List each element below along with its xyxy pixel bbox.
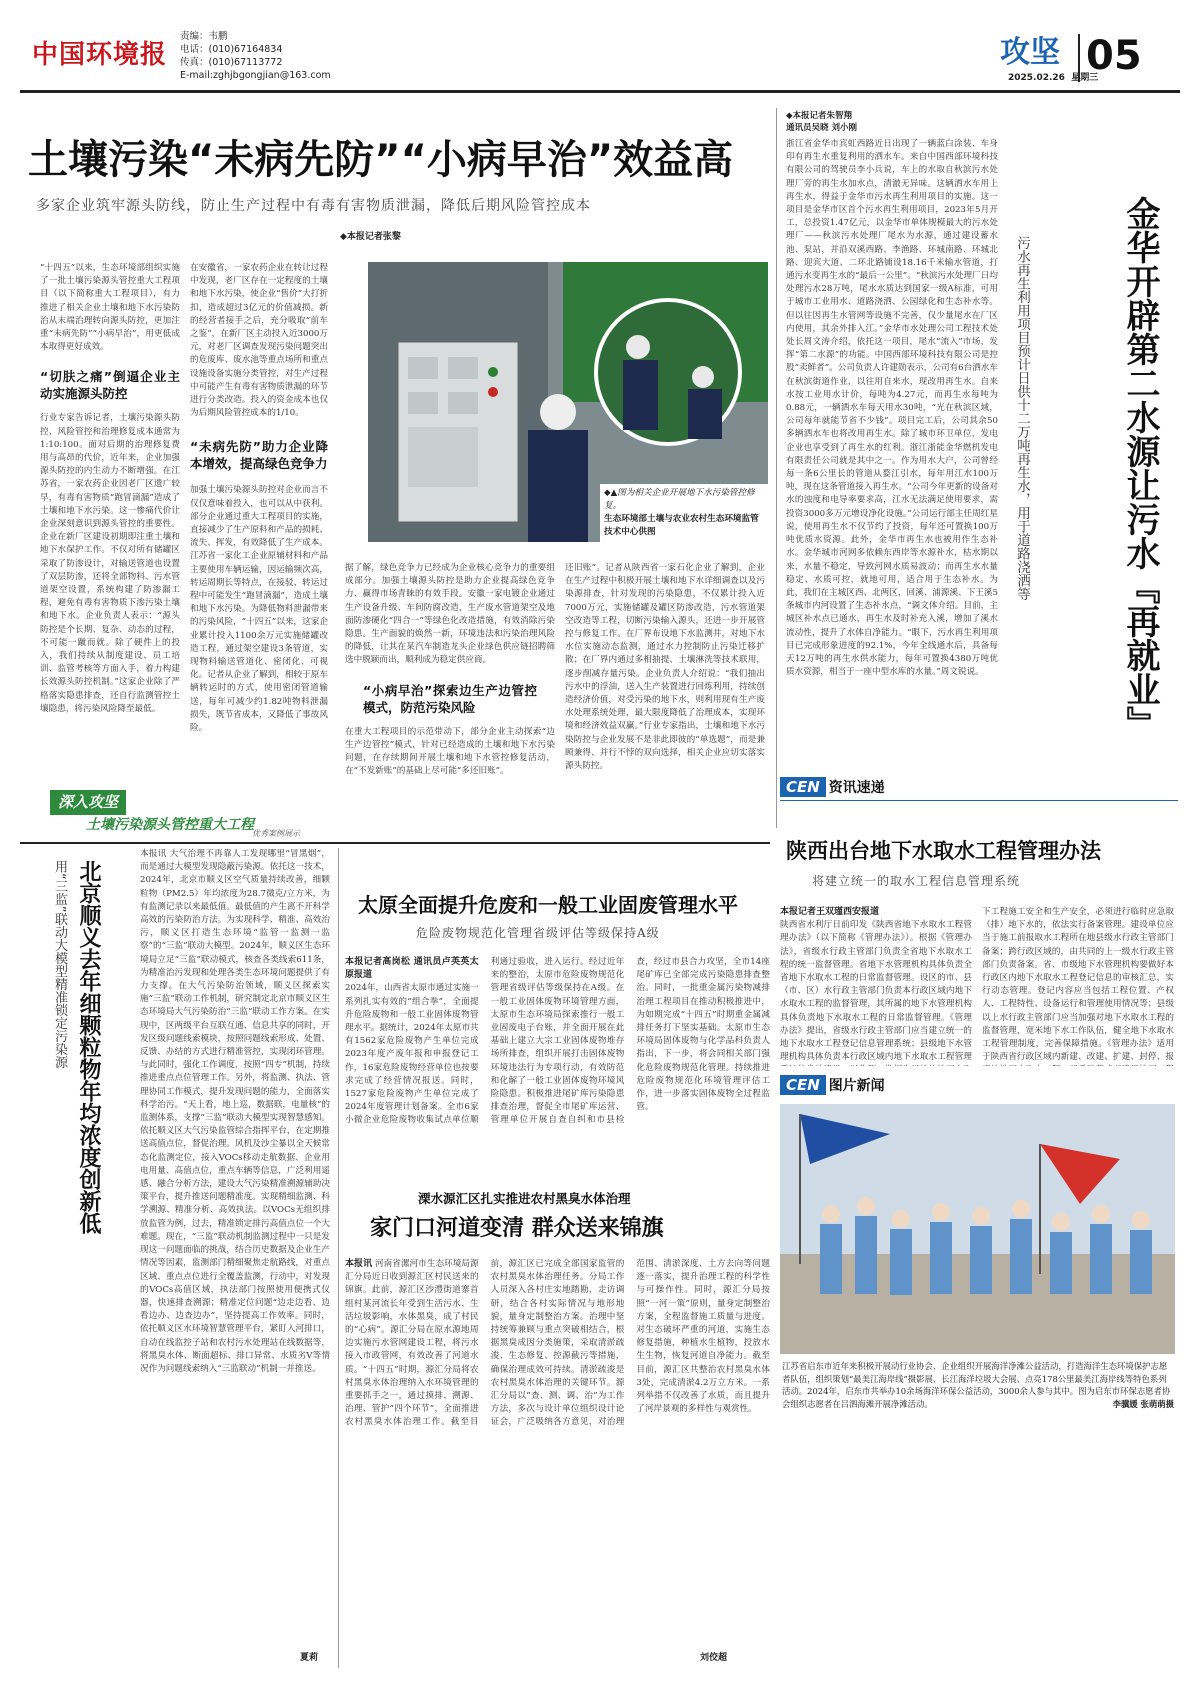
photo-news-caption xyxy=(782,1360,1174,1442)
lead-intro: “十四五”以来，生态环境部组织实施了一批土壤污染源头管控重大工程项目（以下简称重大工程项目），有力推进了相关企业土壤和地下水污染防治从末端治理转向源头防控，更加注重“未病先防”“小病早治”，用更低成本取得更好成效。 xyxy=(40,263,180,353)
beijing-column-1 xyxy=(140,848,330,1646)
jinhua-byline-reporter: ◆本报记者朱智翔 xyxy=(786,111,853,121)
lead-col2b-body: 加强土壤污染源头防控对企业而言不仅仅意味着投入，也可以从中获利。部分企业通过重大工程项目的实施，直接减少了生产原料和产品的损耗、流失、挥发，有效降低了生产成本。江苏省一家化工企业原辅材料和产品主要使用车辆运输，因运输频次高，转运周期长等特点，在接驳、转运过程中可能发生“跑冒滴漏”，造成土壤和地下水污染。为降低物料泄漏带来的污染风险，“十四五”以来，这家企业累计投入1100余万元实施储罐改造工程，通过架空建设3条管道，实现物料输送管道化、密闭化、可视化。记者从企业了解到，相较于原车辆转运时的方式，使用密闭管道输送，每年可减少约1.82吨物料泄漏损失，既节省成本，又降低了事故风险。 xyxy=(190,485,328,734)
editor-phone: 电话：(010)67164834 xyxy=(180,44,283,55)
editor-name: 责编：韦鹏 xyxy=(180,31,228,42)
lead-col3b-body: 在重大工程项目的示范带动下，部分企业主动探索“边生产边管控”模式，针对已经造成的土壤和地下水污染问题，在存续期间开展土壤和地下水管控修复活动，在“不发新账”的基础上尽可能“多还旧账”。 xyxy=(345,726,555,777)
beijing-subtitle: 用“三监”联动大模型精准锁定污染源 xyxy=(52,860,67,1069)
lead-col3-body: 据了解，绿色竞争力已经成为企业核心竞争力的重要组成部分。加强土壤源头防控是助力企业提高绿色竞争力、赢得市场青睐的有效手段。安徽一家电镀企业通过生产设备升级、车间防腐改造，生产废水管道架空及地面防渗硬化“四合一”等绿色化改造措施，有效消除污染隐患。生产面貌的焕然一新，环境违法和污染治理风险的降低，让其在某汽车制造龙头企业绿色供应链招聘筛选中脱颖而出，顺利成为稳定供应商。 xyxy=(345,563,555,666)
column-rule-right xyxy=(776,108,777,828)
beijing-title: 北京顺义去年细颗粒物年均浓度创新低 xyxy=(76,860,101,1234)
lead-col1-body: 行业专家告诉记者，土壤污染源头防控、风险管控和治理修复成本通常为1:10:100。面对后期的治理修复费用与高昂的代价，近年来，企业加强源头防控的内生动力不断增强。在江苏省，一家农药企业因老厂区遗广较早，有毒有害物质“跑冒滴漏”造成了土壤和地下水污染。这一惨痛代价让企业深刻意识到源头管控的重要性。企业在新厂区建设初期即注重土壤和地下水保护工作。不仅对所有储罐区采取了防渗设计，对输送管道也设置了双层防渗，还将全部物料、污水管道架空设置，系统构建了防渗漏工程，避免有毒有害物质下渗污染土壤和地下水。企业负责人表示：“源头防控是个长期、复杂、动态的过程，不可能一蹴而就。除了硬件上的投入，我们持续从制度建设、员工培训、监管考核等方面入手，着力构建长效源头防控机制。”这家企业除了严格落实隐患排查，还自行监测管控土壤隐患，将污染风险降至最低。 xyxy=(40,413,180,714)
banner-subtitle: 土壤污染源头管控重大工程 xyxy=(86,816,254,833)
shaanxi-title: 陕西出台地下水取水工程管理办法 xyxy=(786,839,1101,863)
photo-news-image xyxy=(780,1104,1175,1354)
taiyuan-byline: 本报记者高岗松 通讯员卢英英太原报道 xyxy=(345,957,479,981)
header-rule xyxy=(20,90,1180,93)
news-ribbon-rule xyxy=(780,800,1178,801)
banner-tail: 优秀案例展示 xyxy=(252,829,300,838)
section-title: 攻坚 xyxy=(1000,35,1060,70)
jinhua-body xyxy=(786,138,998,750)
news-tag-text: 资讯速递 xyxy=(828,780,885,796)
taiyuan-subtitle: 危险废物规范化管理省级评估等级保持A级 xyxy=(416,926,660,940)
beijing-body-text: 本报讯 大气治理不再靠人工发现哪里“冒黑烟”，而是通过大模型发现隐蔽污染源。依托这一技术，2024年，北京市顺义区空气质量持续改善，细颗粒物（PM2.5）年均浓度为28.7微克/立方米，为有监测记录以来最低值。最低值的产生离不开科学高效的污染防治方法。为实现科学、精准、高效治污，顺义区打造生态环境“监管一监测一监察”的“三监”联动大模型。2024年，顺义区生态环境局立足“三监”联动模式，核查各类线索611条，为精准治污发现和处理各类生态环境问题提供了有力支撑。在大气污染防治领域，顺义区探索实施“三监”联动工作机制，研究制定北京市顺义区生态环境局大气污染防治“三监”联动工作方案。在实现中，区两级平台互联互通、信息共享的同时，开发区级问题线索模块，按照问题线索形成、处置、反馈、办结的方式进行精准管控，实现闭环管理。与此同时，强化工作调度，按照“四专”机制，持续推进重点点位管理工作。另外，将监测、执法、管理协同工作模式，提升发现问题的能力，全面落实科学治污。“天上看，地上巡，数据联，电量核”的监测体系，支撑“三监”联动大模型实现智慧感知。依托顺义区大气污染监管综合指挥平台，在定期推送高值点位，督促治理。风机及沙尘暴以全天候常态化监测定位，接入VOCs移动走航数据、企业用电用量、高值点位，重点车辆等信息，广泛利用遥感、融合分析方法，建设大气污染精准溯源辅助决策平台，提升推送问题精准度。实现精细监测、科学溯源、精准分析、高效执法。以VOCs无组织排放监管为例，过去，精准锁定排污高值点位一个大难题。现在，“三监”联动机制监测过程中一只是发现这一问题面临的挑战，结合历史数据及企业生产情况等因素，监测部门精细聚焦走航路线，对重点区域、重点点位进行全覆盖监测，行动中，对发现的VOCs高值区域，执法部门按照使用便携式仪器，快速排查溯源；精准定位问题“边走边看、边看边办、边查边办”，坚持提高工作效率。同时，依托顺义区水环境智慧管理平台，紧盯入河排口，自动在线监控子站和农村污水处理站在线数据等，将黑臭水体、断面超标、排口异常、水质劣V等情况作为问题线索纳入“三监联动”机制一并推送。 xyxy=(140,849,330,1374)
photo-news-tag: CEN xyxy=(780,1075,826,1095)
shaanxi-col1-text: 陕西省水利厅日前印发《陕西省地下水取水工程管理办法》（以下简称《管理办法》）。根据《管理办法》，省级水行政主管部门负责全省地下水取水工程的统一监督管理。省地下水管理机构具体负责全省地下水取水工程的日常监督管理。设区的市、县（市、区）水行政主管部门负责本行政区域内地下水取水工程的监督管理，其所属的地下水管理机构具体负责地下水取水工程的日常监督管理。《管理办法》提出，省级水行政主管部门应当建立统一的地下水取水工程登记信息管理系统；县级地下水管理机构具体负责本行政区域内地下水取水工程管理 xyxy=(780,920,972,1063)
lead-column-3 xyxy=(345,562,555,824)
lead-column-4 xyxy=(565,562,765,824)
lead-col2-body: 在安徽省，一家农药企业在转让过程中发现，老厂区存在一定程度的土壤和地下水污染，使企业“售价”大打折扣，造成超过3亿元的价值减损。新的经营者接手之后，充分吸取“前车之鉴”，在新厂区主动投入近3000万元，对老厂区调查发现污染问题突出的危废库、废水池等重点场所和重点设施设备实施分类管控，对生产过程中可能产生有毒有害物质泄漏的环节进行分类改造。投入的资金成本也仅为后期风险管控成本的1/10。 xyxy=(190,263,328,419)
column-rule-lower xyxy=(338,848,339,1668)
shaanxi-byline: 本报记者王双瑾西安报道 xyxy=(780,907,880,917)
weekday: 星期三 xyxy=(1071,73,1099,83)
liyang-title: 家门口河道变清 群众送来锦旗 xyxy=(370,1216,664,1241)
taiyuan-title: 太原全面提升危废和一般工业固废管理水平 xyxy=(358,893,738,917)
lead-photo-caption-text: ◆▲图为相关企业开展地下水污染管控修复。 xyxy=(604,488,755,511)
newspaper-logo: 中国环境报 xyxy=(32,40,168,70)
shaanxi-col2-text: 下工程施工安全和生产安全，必须进行临时应急取（排）地下水的，依法实行备案管理。建设单位应当于施工前报取水工程所在地县级水行政主管部门备案；跨行政区域的，由共同的上一级水行政主管部门负责备案。省、市级地下水管理机构要做好本行政区内地下水取水工程登记信息的审核汇总，实行动态管理。登记内容应当包括工程位置、产权人、工程特性、设备运行和管理使用情况等；县级以上水行政主管部门应当加强对地下水取水工程的监督管理，宽米地下水工作队伍，健全地下水取水工程管理制度，完善保障措施。《管理办法》适用于陕西省行政区域内新建、改建、扩建、封停、报 xyxy=(982,907,1174,1063)
liyang-byline-end: 刘佼超 xyxy=(700,1653,728,1663)
beijing-byline-end: 夏莉 xyxy=(300,1653,319,1663)
lead-title: 土壤污染“未病先防”“小病早治”效益高 xyxy=(28,137,734,183)
jinhua-subtitle: 污水再生利用项目预计日供十二万吨再生水，用于道路浇洒等 xyxy=(1014,236,1030,601)
photo-news-ribbon xyxy=(780,1074,1180,1096)
shaanxi-subtitle: 将建立统一的取水工程信息管理系统 xyxy=(812,874,1021,888)
photo-news-caption-text: 江苏省启东市近年来积极开展动行业协会、企业组织开展海洋净滩公益活动，打造海洋生态环境保护志愿者队伍，组织策划“最美江海岸线”摄影展、长江海洋垃圾大会展、点亮178公里最美江海岸线等特色系列活动。2024年，启东市共举办10余场海洋环保公益活动，3000余人参与其中。图为启东市环保志愿者协会组织志愿者在吕泗海滩开展净滩活动。 xyxy=(782,1361,1171,1409)
lead-byline: ◆本报记者张黎 xyxy=(340,232,401,242)
lead-col4-body: 还旧账”。记者从陕西省一家石化企业了解到，企业在生产过程中积极开展土壤和地下水详细调查以及污染源排查，针对发现的污染隐患，不仅累计投入近7000万元，实施储罐及罐区防渗改造，污水管道架空改造等工程，切断污染输入源头，还进一步开展管控与修复工作。在厂界布设地下水监测井，对地下水水位实施动态监测，通过水力控制防止污染迁移扩散；在厂界内通过多相抽提、土壤淋洗等技术联用，逐步削减存量污染。企业负责人介绍说：“我们抽出污水中的浮油，送入生产装置进行回炼利用，持续创造经济价值，对受污染的地下水，则利用现有生产废水处理系统处理，最大限度降低了治理成本，实现环境和经济效益双赢。”行业专家指出，土壤和地下水污染防控与企业发展不是非此即彼的“单选题”，而是兼顾兼得、并行不悖的双向选择，相关企业应切实落实源头防控。 xyxy=(565,563,765,772)
jinhua-body-text: 浙江省金华市宾虹西路近日出现了一辆蓝白涂装、车身印有再生水重复利用的洒水车。来自中国西部环境科技有限公司的驾驶员李小兵说，车上的水取自秋滨污水处理厂旁的再生水加水点，清澈无异味。这辆洒水车用上再生水，得益于金华市污水再生利用项目的实施。这一项目是金华市区首个污水再生利用项目，2023年5月开工，总投资1.47亿元，以金华市单体规模最大的污水处理厂——秋滨污水处理厂尾水为水源，通过建设蓄水池、泵站，并沿双溪西路、李渔路、环城南路、环城北路、迎宾大道、二环北路铺设18.16千米输水管道，打通污水变再生水的“最后一公里”。“秋滨污水处理厂日均处理污水28万吨，尾水水质达到国家一级A标准，可用于城市工业用水、道路浇洒、公园绿化和生态补水等。但以往因再生水管网等设施不完善，仅少量尾水在厂区内使用，其余外排入江。”金华市水处理公司工程技术处处长周文涛介绍，依托这一项目，尾水“流入”市场，发挥“第二水源”的功能。中国西部环境科技有限公司是控股“卖鲜者”。公司负责人许建勋表示，公司有6台洒水车在秋滨街道作业，以往用自来水，现改用再生水。自来水按工业用水计价，每吨为4.27元，而再生水每吨为0.88元，一辆洒水车每天用水30吨，“光在秋滨区域，公司每年就能节省不少钱”。项目完工后，公司其余50多辆洒水车也将改用再生水。除了城市环卫单位，发电企业也享受到了再生水的红利。浙江浙能金华燃机发电有限责任公司就是其中之一。作为用水大户，公司曾经每一条6公里长的管道从婺江引水，每年用江水100万吨，现在这条管道接入再生水。“公司今年更新的设备对水的浊度和电导率要求高，江水无法满足使用要求，需投资3000多万元增设净化设施。”公司运行部主任周红星说，使用再生水不仅节约了投资，每年还可置换100万吨优质水资源。此外，金华市再生水也被用作生态补水。金华城市河网多依赖东西岸等水源补水，枯水期以来，水量不稳定，导致河网水质易波动；而再生水水量稳定、水质可控，就地可用，适合用于生态补水。为此，我们在主城区西、北两区，回溪、浦源溪、下王溪5条城市内河设置了生态补水点，“调文体介绍。目前，主城区补水点已通水，再生水及时补充入溪，增加了溪水流动性，提升了水体自净能力。“眼下，污水再生利用项目已完成形象进度的92.1%，今年全线通水后，具备每天12万吨的再生水供水能力，每年可置换4380万吨优质水资源，相当于一座中型水库的水量。”周文锐说。 xyxy=(786,139,998,678)
issue-date xyxy=(1008,72,1098,85)
lead-photo-credit: 生态环境部土壤与农业农村生态环境监管技术中心供图 xyxy=(604,514,759,537)
taiyuan-body-text: 2024年，山西省太原市通过实施一系列扎实有效的“组合拳”，全面提升危险废物和一般工业固体废物管理水平。据统计，2024年太原市共有1562家危险废物产生单位完成2023年度产废年报和申报登记工作，16家危险废物经营单位也按要求完成了经营情况报送。同时，1527家危险废物产生单位完成了2024年度管理计划备案。全市6家小微企业危险废物收集试点单位顺利通过验收，进入运行。经过近年来的整治，太原市危险废物规范化管理省级评估等级保持在A级。在一般工业固体废物环境管理方面，太原市生态环境局探索推行一般工业固废电子台账，并全面开展在此基础上建立大宗工业固体废物堆存场所排查，组织开展打击固体废物环境违法行为专项行动，有效防范和化解了一般工业固体废物环境风险隐患。积极推进尾矿库污染隐患排查治理，督促全市尾矿库运营、管理单位开展自查自纠和市县检查，经过市县合力攻坚，全市14座尾矿库已全部完成污染隐患排查整治。同时，一批重金属污染物减排治理工程项目在推动积极推进中，为如期完成“十四五”时期重金属减排任务打下坚实基础。太原市生态环境局固体废物与化学品科负责人指出，下一步，将会同相关部门强化危险废物规范化管理。持续推进危险废物规范化环境管理评估工作，进一步落实固体废物全过程监管。 xyxy=(345,957,770,1126)
photo-news-illustration xyxy=(780,1104,1175,1354)
banner-title: 深入攻坚 xyxy=(50,790,126,815)
news-tag: CEN xyxy=(780,777,826,797)
lead-subtitle: 多家企业筑牢源头防线，防止生产过程中有毒有害物质泄漏，降低后期风险管控成本 xyxy=(36,198,591,214)
lead-heading-c: “小病早治”探索边生产边管控模式，防范污染风险 xyxy=(363,682,537,715)
liyang-byline: 本报讯 xyxy=(345,1259,373,1269)
editor-email[interactable]: E-mail:zghjbgongjian@163.com xyxy=(180,70,331,81)
shaanxi-column-1 xyxy=(780,906,972,1066)
lead-photo-caption xyxy=(600,484,768,542)
jinhua-byline xyxy=(786,110,857,134)
jinhua-title: 金华开辟第二水源让污水『再就业』 xyxy=(1120,196,1160,740)
liyang-body xyxy=(345,1258,770,1650)
series-banner xyxy=(50,790,300,838)
liyang-body-text: 河南省漯河市生态环境局源汇分局近日收到源汇区村民送来的锦旗。此前，源汇区沙澧街道寨首组村某河流长年受到生活污水、生活垃圾影响，水体黑臭，成了村民的“心病”。源汇分局在原水源地周边实施污水管网建设工程，将污水接入市政管网，有效改善了河道水质。“十四五”时期，源汇分局将农村黑臭水体治理纳入水环境管理的重要抓手之一，通过摸排、溯源、治理、管护“四个环节”，全面推进农村黑臭水体治理工作。截至目前，源汇区已完成全部国家监管的农村黑臭水体治理任务。分局工作人员深入各村庄实地踏勘，走访调研，结合各村实际情况与地形地貌，量身定制整治方案。治理中坚持统筹兼顾与重点突破相结合，根据黑臭成因分类施策，采取清淤疏浚、生态修复、控源截污等措施，确保治理成效可持续。清淤疏浚是农村黑臭水体治理的关键环节。源汇分局以“查、测、调、治”为工作方法，多次与设计单位组织设计论证会，广泛吸纳各方意见，对治理范围、清淤深度、土方去向等问题逐一落实，提升治理工程的科学性与可操作性。同时，源汇分局按照“一河一策”原则，量身定制整治方案，全程监督施工质量与进度。对生态破坏严重的河道，实施生态修复措施，种植水生植物，投放水生生物，恢复河道自净能力。截至目前，源汇区共整治农村黑臭水体3处，完成清淤4.2万立方米。一系列举措不仅改善了水质，而且提升了河岸景观的多样性与观赏性。 xyxy=(345,1259,770,1428)
editor-fax: 传真：(010)67113772 xyxy=(180,57,283,68)
news-ribbon xyxy=(780,776,1180,798)
date: 2025.02.26 xyxy=(1008,73,1065,83)
page-number: 05 xyxy=(1086,33,1142,79)
lead-heading-a: “切肤之痛”倒逼企业主动实施源头防控 xyxy=(40,369,180,402)
lead-heading-b: “未病先防”助力企业降本增效，提高绿色竞争力 xyxy=(190,439,328,472)
lower-section-rule xyxy=(20,842,770,844)
photo-news-tag-text: 图片新闻 xyxy=(828,1078,885,1094)
taiyuan-body xyxy=(345,956,770,1166)
liyang-kicker: 溧水源汇区扎实推进农村黑臭水体治理 xyxy=(418,1191,631,1206)
shaanxi-column-2 xyxy=(982,906,1174,1066)
editor-info xyxy=(180,30,400,82)
photo-news-credit: 李骥媛 张萌萌摄 xyxy=(1112,1398,1174,1409)
jinhua-byline-contrib: 通讯员吴晓 刘小刚 xyxy=(786,123,857,133)
